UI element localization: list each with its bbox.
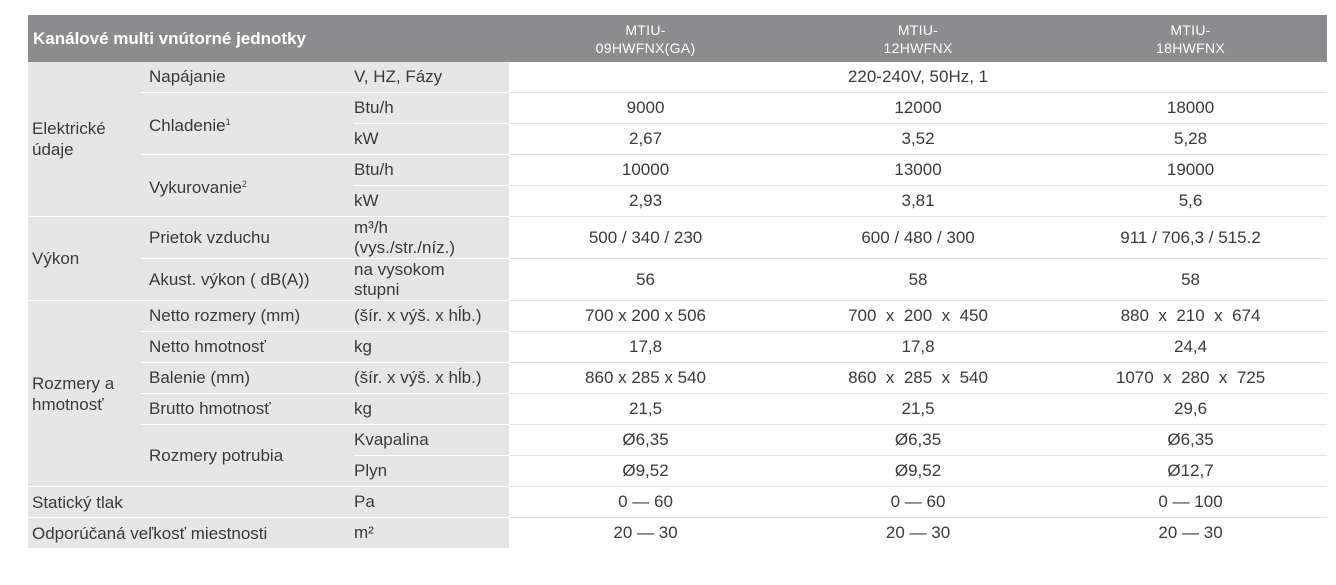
value-cell: 24,4: [1054, 332, 1327, 363]
value-cell: 20 — 30: [509, 518, 782, 549]
value-cell: Ø9,52: [509, 456, 782, 487]
value-cell: 58: [782, 259, 1054, 301]
table-row: [28, 394, 1327, 425]
table-row: [28, 332, 1327, 363]
value-cell: 880 x 210 x 674: [1054, 301, 1327, 332]
unit-sound-line1: na vysokom: [354, 259, 445, 279]
value-cell: 600 / 480 / 300: [782, 217, 1054, 259]
unit-dims: (šír. x výš. x hĺb.): [354, 301, 509, 332]
unit-kw: kW: [354, 186, 509, 217]
item-cooling: [141, 93, 354, 155]
item-pipe-dimensions: Rozmery potrubia: [141, 425, 354, 487]
table-title: Kanálové multi vnútorné jednotky: [28, 15, 509, 62]
unit-sound: [354, 259, 509, 301]
model-code: 09HWFNX(GA): [595, 39, 696, 56]
table-row: [28, 487, 1327, 518]
value-cell: 19000: [1054, 155, 1327, 186]
table-row: [28, 259, 1327, 301]
value-cell: 5,28: [1054, 124, 1327, 155]
value-cell: 3,52: [782, 124, 1054, 155]
table-header: [28, 15, 1327, 62]
value-cell: 1070 x 280 x 725: [1054, 363, 1327, 394]
unit-gas: Plyn: [354, 456, 509, 487]
value-cell: 10000: [509, 155, 782, 186]
table-row: [28, 518, 1327, 549]
value-cell: 29,6: [1054, 394, 1327, 425]
value-cell: Ø9,52: [782, 456, 1054, 487]
value-cell: 56: [509, 259, 782, 301]
item-gross-weight: Brutto hmotnosť: [141, 394, 354, 425]
section-electrical: Elektrické údaje: [28, 62, 141, 217]
value-cell: 2,67: [509, 124, 782, 155]
model-prefix: MTIU-: [625, 21, 666, 38]
table-row: [28, 363, 1327, 394]
value-cell: 18000: [1054, 93, 1327, 124]
section-performance: Výkon: [28, 217, 141, 301]
value-cell: 500 / 340 / 230: [509, 217, 782, 259]
unit-airflow-line2: (vys./str./níz.): [354, 237, 456, 257]
item-net-dimensions: Netto rozmery (mm): [141, 301, 354, 332]
model-header-1: [509, 15, 782, 62]
value-cell: 0 — 100: [1054, 487, 1327, 518]
unit-dims: (šír. x výš. x hĺb.): [354, 363, 509, 394]
value-cell: 13000: [782, 155, 1054, 186]
header-row: [28, 15, 1327, 62]
value-cell: 20 — 30: [782, 518, 1054, 549]
unit-airflow: [354, 217, 509, 259]
unit-btu: Btu/h: [354, 93, 509, 124]
value-cell: Ø6,35: [782, 425, 1054, 456]
item-heating-label: Vykurovanie: [149, 177, 242, 197]
unit-kg: kg: [354, 394, 509, 425]
section-static-pressure: Statický tlak: [28, 487, 354, 518]
unit-liquid: Kvapalina: [354, 425, 509, 456]
model-prefix: MTIU-: [897, 21, 939, 38]
footnote-marker: 1: [225, 116, 231, 127]
item-power-supply: Napájanie: [141, 62, 354, 93]
value-cell: 5,6: [1054, 186, 1327, 217]
spec-table: [28, 15, 1327, 548]
value-cell: 0 — 60: [782, 487, 1054, 518]
model-header-2: [782, 15, 1054, 62]
value-cell: 17,8: [509, 332, 782, 363]
unit-sound-line2: stupni: [354, 279, 400, 299]
value-cell: 860 x 285 x 540: [509, 363, 782, 394]
model-prefix: MTIU-: [1170, 21, 1211, 38]
value-cell: 58: [1054, 259, 1327, 301]
item-packaging: Balenie (mm): [141, 363, 354, 394]
value-cell: 700 x 200 x 450: [782, 301, 1054, 332]
unit-m2: m²: [354, 518, 509, 549]
table-body: [28, 62, 1327, 548]
unit-power-supply: V, HZ, Fázy: [354, 62, 509, 93]
item-cooling-label: Chladenie: [149, 115, 226, 135]
model-code: 12HWFNX: [883, 39, 953, 56]
unit-btu: Btu/h: [354, 155, 509, 186]
table-row: [28, 93, 1327, 124]
unit-pa: Pa: [354, 487, 509, 518]
item-sound-power: Akust. výkon ( dB(A)): [141, 259, 354, 301]
value-cell: 21,5: [509, 394, 782, 425]
value-cell: 9000: [509, 93, 782, 124]
item-net-weight: Netto hmotnosť: [141, 332, 354, 363]
item-airflow: Prietok vzduchu: [141, 217, 354, 259]
value-cell: 860 x 285 x 540: [782, 363, 1054, 394]
value-cell: 20 — 30: [1054, 518, 1327, 549]
table-row: [28, 301, 1327, 332]
value-power-supply: 220-240V, 50Hz, 1: [509, 62, 1327, 93]
unit-kg: kg: [354, 332, 509, 363]
value-cell: 3,81: [782, 186, 1054, 217]
value-cell: Ø6,35: [509, 425, 782, 456]
value-cell: Ø6,35: [1054, 425, 1327, 456]
value-cell: 2,93: [509, 186, 782, 217]
value-cell: Ø12,7: [1054, 456, 1327, 487]
table-row: [28, 425, 1327, 456]
table-row: [28, 217, 1327, 259]
value-cell: 700 x 200 x 506: [509, 301, 782, 332]
model-header-3: [1054, 15, 1327, 62]
value-cell: 21,5: [782, 394, 1054, 425]
table-row: [28, 155, 1327, 186]
value-cell: 911 / 706,3 / 515.2: [1054, 217, 1327, 259]
model-code: 18HWFNX: [1156, 39, 1226, 56]
footnote-marker: 2: [241, 178, 247, 189]
section-dimensions: Rozmery a hmotnosť: [28, 301, 141, 487]
unit-airflow-line1: m³/h: [354, 217, 388, 237]
section-room-size: Odporúčaná veľkosť miestnosti: [28, 518, 354, 549]
unit-kw: kW: [354, 124, 509, 155]
value-cell: 12000: [782, 93, 1054, 124]
item-heating: [141, 155, 354, 217]
value-cell: 0 — 60: [509, 487, 782, 518]
value-cell: 17,8: [782, 332, 1054, 363]
table-row: [28, 62, 1327, 93]
